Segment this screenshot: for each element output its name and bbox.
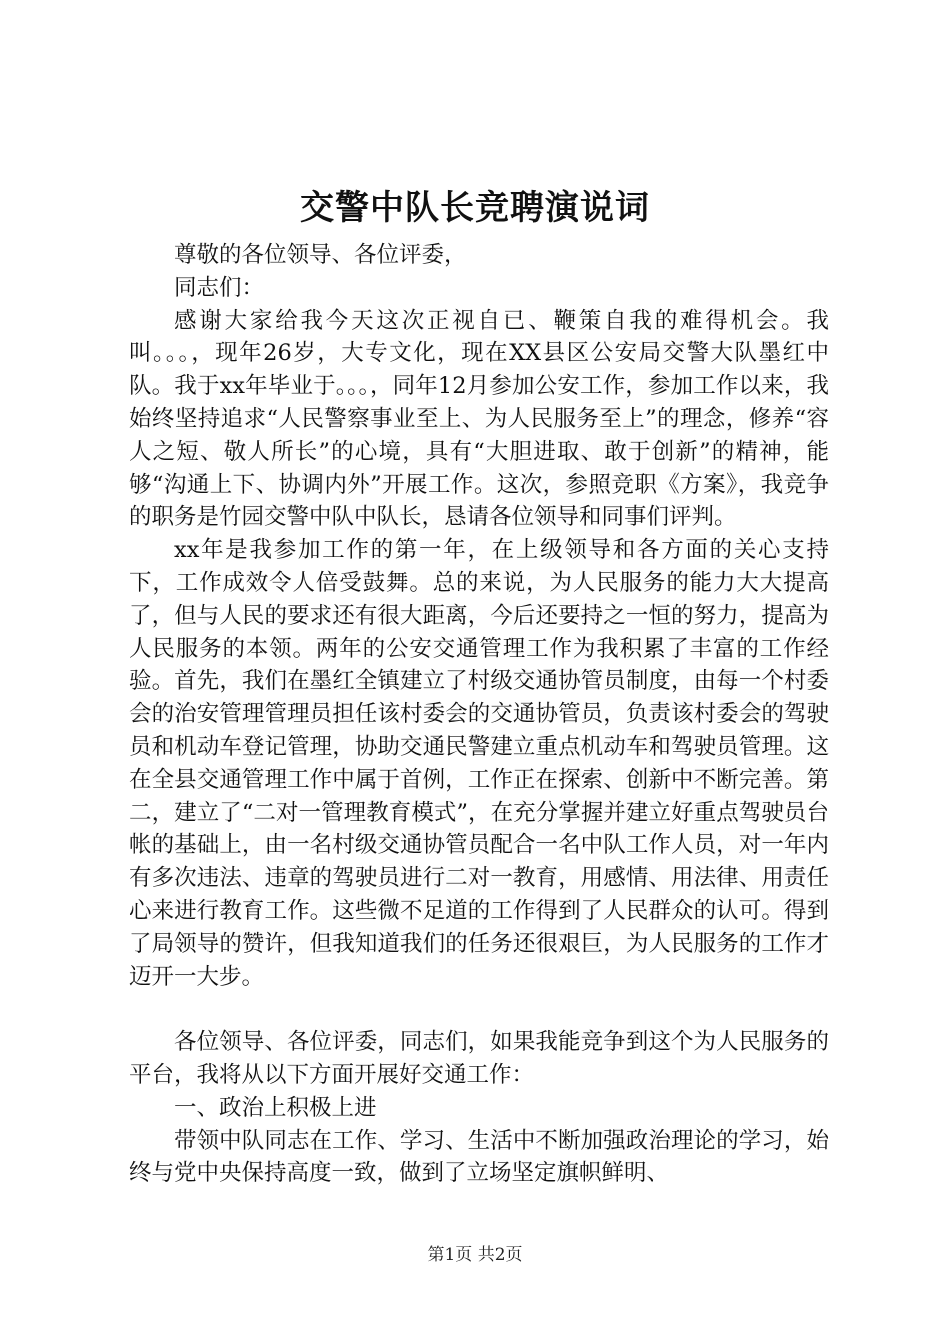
page-footer: 第1页 共2页	[427, 1245, 523, 1265]
section-heading-politics: 一、政治上积极上进	[174, 1094, 377, 1121]
paragraph-plan-intro: 各位领导、各位评委，同志们，如果我能竞争到这个为人民服务的平台，我将从以下方面开展好交通工作：	[129, 1029, 829, 1088]
document-body	[129, 239, 829, 1190]
salutation-line-1: 尊敬的各位领导、各位评委，	[174, 242, 467, 268]
paragraph-politics: 带领中队同志在工作、学习、生活中不断加强政治理论的学习，始终与党中央保持高度一致，做到了立场坚定旗帜鲜明、	[129, 1127, 829, 1187]
paragraph-work-experience: xx年是我参加工作的第一年，在上级领导和各方面的关心支持下，工作成效令人倍受鼓舞。总的来说，为人民服务的能力大大提高了，但与人民的要求还有很大距离，今后还要持之一恒的努力，提高为人民服务的本领。两年的公安交通管理工作为我积累了丰富的工作经验。首先，我们在墨红全镇建立了村级交通协管员制度，由每一个村委会的治安管理管理员担任该村委会的交通协管员，负责该村委会的驾驶员和机动车登记管理，协助交通民警建立重点机动车和驾驶员管理。这在全县交通管理工作中属于首例，工作正在探索、创新中不断完善。第二，建立了“二对一管理教育模式”，在充分掌握并建立好重点驾驶员台帐的基础上，由一名村级交通协管员配合一名中队工作人员，对一年内有多次违法、违章的驾驶员进行二对一教育，用感情、用法律、用责任心来进行教育工作。这些微不足道的工作得到了人民群众的认可。得到了局领导的赞许，但我知道我们的任务还很艰巨，为人民服务的工作才迈开一大步。	[129, 537, 829, 990]
salutation-line-2: 同志们：	[174, 274, 265, 301]
blank-line	[129, 993, 829, 1026]
paragraph-introduction: 感谢大家给我今天这次正视自已、鞭策自我的难得机会。我叫。。。，现年26岁，大专文化，现在XX县区公安局交警大队墨红中队。我于xx年毕业于。。。，同年12月参加公安工作，参加工作以来，我始终坚持追求“人民警察事业至上、为人民服务至上”的理念，修养“容人之短、敬人所长”的心境，具有“大胆进取、敢于创新”的精神，能够“沟通上下、协调内外”开展工作。这次，参照竞职《方案》，我竞争的职务是竹园交警中队中队长，恳请各位领导和同事们评判。	[129, 307, 829, 531]
document-title: 交警中队长竞聘演说词	[300, 188, 650, 228]
